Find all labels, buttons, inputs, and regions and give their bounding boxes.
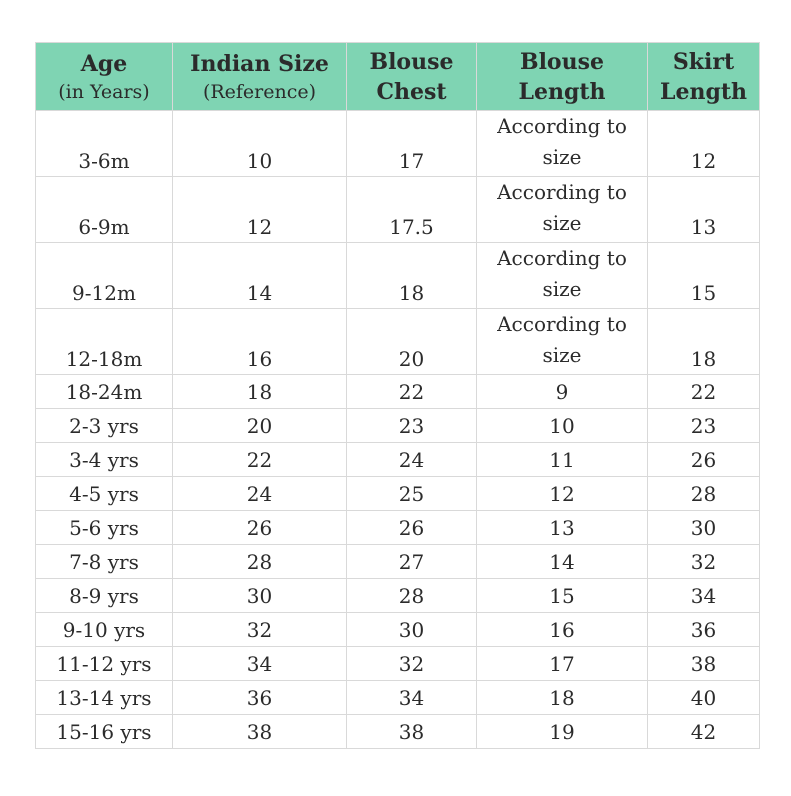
table-row xyxy=(36,375,760,409)
cell-blouse-chest: 27 xyxy=(347,545,477,579)
table-row xyxy=(36,111,760,177)
table-row xyxy=(36,647,760,681)
cell-skirt-length: 30 xyxy=(648,511,760,545)
cell-blouse-length-line2: size xyxy=(542,145,582,169)
table-body xyxy=(36,111,760,749)
cell-age: 4-5 yrs xyxy=(36,477,173,511)
cell-blouse-chest: 32 xyxy=(347,647,477,681)
cell-skirt-length: 36 xyxy=(648,613,760,647)
cell-age: 9-12m xyxy=(36,243,173,309)
cell-skirt-length: 22 xyxy=(648,375,760,409)
header-age-title: Age xyxy=(80,50,128,77)
cell-blouse-length: 16 xyxy=(477,613,648,647)
cell-blouse-chest: 30 xyxy=(347,613,477,647)
cell-blouse-chest: 38 xyxy=(347,715,477,749)
cell-blouse-length: 15 xyxy=(477,579,648,613)
cell-skirt-length: 12 xyxy=(648,111,760,177)
cell-indian-size: 26 xyxy=(173,511,347,545)
cell-indian-size: 28 xyxy=(173,545,347,579)
header-indian-size-subtitle: (Reference) xyxy=(202,80,317,103)
cell-indian-size: 18 xyxy=(173,375,347,409)
cell-blouse-length xyxy=(477,111,648,177)
header-blouse-length-line2: Length xyxy=(518,78,606,105)
header-skirt-length-line2: Length xyxy=(659,78,747,105)
cell-age: 9-10 yrs xyxy=(36,613,173,647)
cell-blouse-length: 19 xyxy=(477,715,648,749)
table-row xyxy=(36,177,760,243)
cell-blouse-length: 12 xyxy=(477,477,648,511)
table-row xyxy=(36,715,760,749)
cell-age: 13-14 yrs xyxy=(36,681,173,715)
cell-age: 11-12 yrs xyxy=(36,647,173,681)
table-row xyxy=(36,613,760,647)
cell-indian-size: 32 xyxy=(173,613,347,647)
cell-indian-size: 10 xyxy=(173,111,347,177)
cell-age: 6-9m xyxy=(36,177,173,243)
cell-age: 3-4 yrs xyxy=(36,443,173,477)
cell-blouse-length xyxy=(477,243,648,309)
cell-skirt-length: 23 xyxy=(648,409,760,443)
header-blouse-length xyxy=(477,43,648,111)
cell-skirt-length: 32 xyxy=(648,545,760,579)
table-row xyxy=(36,309,760,375)
table-row xyxy=(36,443,760,477)
cell-skirt-length: 40 xyxy=(648,681,760,715)
size-chart-table xyxy=(35,42,760,749)
cell-blouse-length-line1: According to xyxy=(497,312,627,336)
cell-blouse-length: 11 xyxy=(477,443,648,477)
cell-indian-size: 24 xyxy=(173,477,347,511)
cell-indian-size: 12 xyxy=(173,177,347,243)
cell-blouse-length: 10 xyxy=(477,409,648,443)
cell-blouse-chest: 28 xyxy=(347,579,477,613)
header-age-subtitle: (in Years) xyxy=(58,80,150,103)
header-age xyxy=(36,43,173,111)
cell-age: 7-8 yrs xyxy=(36,545,173,579)
table-row xyxy=(36,545,760,579)
cell-skirt-length: 28 xyxy=(648,477,760,511)
cell-blouse-length-line2: size xyxy=(542,211,582,235)
cell-blouse-chest: 23 xyxy=(347,409,477,443)
cell-blouse-chest: 24 xyxy=(347,443,477,477)
cell-skirt-length: 42 xyxy=(648,715,760,749)
cell-blouse-length-line2: size xyxy=(542,343,582,367)
cell-age: 8-9 yrs xyxy=(36,579,173,613)
cell-blouse-length: 17 xyxy=(477,647,648,681)
cell-blouse-length-line1: According to xyxy=(497,246,627,270)
cell-skirt-length: 34 xyxy=(648,579,760,613)
cell-skirt-length: 26 xyxy=(648,443,760,477)
cell-indian-size: 38 xyxy=(173,715,347,749)
cell-age: 15-16 yrs xyxy=(36,715,173,749)
header-blouse-chest xyxy=(347,43,477,111)
cell-age: 18-24m xyxy=(36,375,173,409)
table-row xyxy=(36,409,760,443)
table-row xyxy=(36,243,760,309)
cell-blouse-chest: 34 xyxy=(347,681,477,715)
cell-blouse-chest: 22 xyxy=(347,375,477,409)
cell-skirt-length: 15 xyxy=(648,243,760,309)
cell-blouse-length: 18 xyxy=(477,681,648,715)
cell-blouse-length xyxy=(477,177,648,243)
table-row xyxy=(36,511,760,545)
table-row xyxy=(36,477,760,511)
cell-indian-size: 16 xyxy=(173,309,347,375)
table-row xyxy=(36,579,760,613)
cell-indian-size: 20 xyxy=(173,409,347,443)
cell-blouse-chest: 17 xyxy=(347,111,477,177)
cell-age: 5-6 yrs xyxy=(36,511,173,545)
cell-skirt-length: 13 xyxy=(648,177,760,243)
cell-age: 2-3 yrs xyxy=(36,409,173,443)
cell-skirt-length: 38 xyxy=(648,647,760,681)
cell-blouse-length: 13 xyxy=(477,511,648,545)
cell-indian-size: 34 xyxy=(173,647,347,681)
cell-blouse-length: 9 xyxy=(477,375,648,409)
cell-indian-size: 30 xyxy=(173,579,347,613)
header-blouse-chest-line2: Chest xyxy=(376,78,447,105)
cell-blouse-length-line2: size xyxy=(542,277,582,301)
cell-blouse-length-line1: According to xyxy=(497,180,627,204)
cell-indian-size: 36 xyxy=(173,681,347,715)
header-blouse-length-line1: Blouse xyxy=(519,48,604,75)
cell-blouse-chest: 18 xyxy=(347,243,477,309)
header-skirt-length xyxy=(648,43,760,111)
cell-blouse-length-line1: According to xyxy=(497,114,627,138)
header-indian-size-title: Indian Size xyxy=(190,50,329,77)
table-header xyxy=(36,43,760,111)
cell-blouse-length xyxy=(477,309,648,375)
header-row xyxy=(36,43,760,111)
cell-blouse-length: 14 xyxy=(477,545,648,579)
cell-age: 12-18m xyxy=(36,309,173,375)
header-indian-size xyxy=(173,43,347,111)
cell-indian-size: 14 xyxy=(173,243,347,309)
cell-blouse-chest: 20 xyxy=(347,309,477,375)
header-skirt-length-line1: Skirt xyxy=(672,48,735,75)
cell-age: 3-6m xyxy=(36,111,173,177)
header-blouse-chest-line1: Blouse xyxy=(369,48,454,75)
cell-indian-size: 22 xyxy=(173,443,347,477)
cell-skirt-length: 18 xyxy=(648,309,760,375)
cell-blouse-chest: 26 xyxy=(347,511,477,545)
table-row xyxy=(36,681,760,715)
cell-blouse-chest: 17.5 xyxy=(347,177,477,243)
cell-blouse-chest: 25 xyxy=(347,477,477,511)
